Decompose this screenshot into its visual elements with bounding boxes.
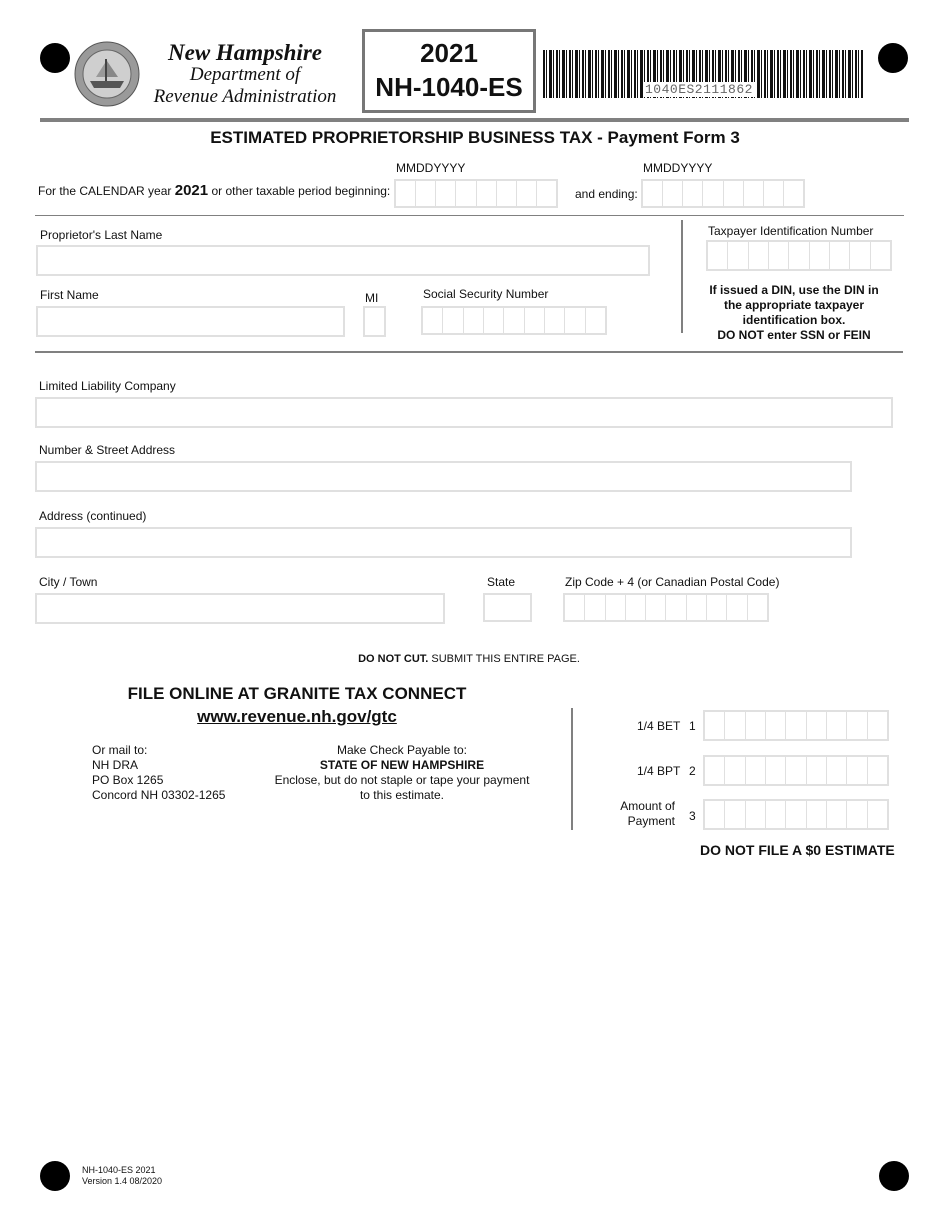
tin-label: Taxpayer Identification Number — [708, 224, 874, 238]
footer-info — [82, 1165, 162, 1187]
bet-amount-input[interactable] — [703, 710, 889, 741]
bpt-amount-input[interactable] — [703, 755, 889, 786]
registration-mark-top-left — [40, 43, 70, 73]
zip-label: Zip Code + 4 (or Canadian Postal Code) — [565, 575, 780, 589]
check-line-3: Enclose, but do not staple or tape your payment — [274, 773, 530, 787]
llc-label: Limited Liability Company — [39, 379, 176, 393]
last-name-input[interactable] — [36, 245, 650, 276]
barcode-number: 1040ES2111862 — [645, 82, 753, 97]
first-name-input[interactable] — [36, 306, 345, 337]
mi-label: MI — [365, 291, 379, 305]
bpt-label: 1/4 BPT — [637, 764, 681, 778]
state-input[interactable] — [483, 593, 532, 622]
check-line-4: to this estimate. — [359, 788, 445, 802]
ssn-input[interactable] — [421, 306, 607, 335]
bpt-line-number: 2 — [689, 764, 696, 778]
begin-date-format: MMDDYYYY — [396, 161, 466, 175]
end-date-label: and ending: — [575, 187, 638, 201]
din-note-line-1: If issued a DIN, use the DIN in — [709, 283, 879, 297]
registration-mark-bottom-right — [879, 1161, 909, 1191]
period-prefix: For the CALENDAR year — [38, 184, 172, 198]
end-date-input[interactable] — [641, 179, 805, 208]
agency-name — [140, 42, 350, 108]
period-label — [38, 182, 390, 199]
period-divider — [35, 215, 904, 216]
payment-label-line-2: Payment — [627, 814, 675, 828]
do-not-cut-notice — [0, 653, 938, 665]
form-year: 2021 — [420, 38, 478, 68]
registration-mark-top-right — [878, 43, 908, 73]
agency-line-1: New Hampshire — [168, 40, 322, 65]
din-note — [702, 283, 886, 343]
llc-input[interactable] — [35, 397, 893, 428]
state-seal-icon — [74, 41, 140, 107]
payment-label-line-1: Amount of — [620, 799, 675, 813]
zero-estimate-warning: DO NOT FILE A $0 ESTIMATE — [700, 842, 895, 858]
mail-line-2: NH DRA — [92, 758, 139, 772]
street-label: Number & Street Address — [39, 443, 176, 457]
footer-form: NH-1040-ES 2021 — [82, 1165, 156, 1175]
mail-address — [92, 743, 225, 803]
payment-divider — [571, 708, 573, 830]
address-continued-label: Address (continued) — [39, 509, 147, 523]
city-input[interactable] — [35, 593, 445, 624]
tin-divider — [681, 220, 683, 333]
file-online-heading: FILE ONLINE AT GRANITE TAX CONNECT — [127, 684, 467, 703]
address-continued-input[interactable] — [35, 527, 852, 558]
check-line-2: STATE OF NEW HAMPSHIRE — [319, 758, 485, 772]
payment-amount-label — [605, 799, 675, 829]
city-label: City / Town — [39, 575, 98, 589]
form-title: ESTIMATED PROPRIETORSHIP BUSINESS TAX - Payment Form 3 — [210, 128, 740, 147]
mail-line-3: PO Box 1265 — [92, 773, 164, 787]
agency-line-2: Department of — [189, 64, 301, 85]
form-number: NH-1040-ES — [375, 72, 523, 102]
ssn-label: Social Security Number — [423, 287, 549, 301]
do-not-cut-rest: SUBMIT THIS ENTIRE PAGE. — [431, 653, 580, 665]
begin-date-input[interactable] — [394, 179, 558, 208]
footer-version: Version 1.4 08/2020 — [82, 1176, 163, 1186]
payment-line-number: 3 — [689, 809, 696, 823]
last-name-label: Proprietor's Last Name — [40, 228, 163, 242]
do-not-cut-bold: DO NOT CUT. — [358, 653, 429, 665]
file-online-link[interactable]: www.revenue.nh.gov/gtc — [197, 707, 397, 726]
first-name-label: First Name — [40, 288, 99, 302]
bet-label: 1/4 BET — [637, 719, 681, 733]
mail-line-1: Or mail to: — [92, 743, 148, 757]
period-year: 2021 — [174, 182, 209, 199]
check-payable — [270, 743, 534, 803]
mi-input[interactable] — [363, 306, 386, 337]
din-note-line-2: the appropriate taxpayer — [723, 298, 865, 312]
mail-line-4: Concord NH 03302-1265 — [92, 788, 226, 802]
form-number-box — [362, 29, 536, 113]
end-date-format: MMDDYYYY — [643, 161, 713, 175]
zip-input[interactable] — [563, 593, 769, 622]
bet-line-number: 1 — [689, 719, 696, 733]
state-label: State — [487, 575, 516, 589]
proprietor-divider — [35, 351, 903, 353]
agency-line-3: Revenue Administration — [153, 86, 337, 107]
period-suffix: or other taxable period beginning: — [211, 184, 391, 198]
tin-input[interactable] — [706, 240, 892, 271]
street-input[interactable] — [35, 461, 852, 492]
din-note-line-3: identification box. — [742, 313, 846, 327]
check-line-1: Make Check Payable to: — [336, 743, 468, 757]
header-divider — [40, 118, 909, 122]
din-note-line-4: DO NOT enter SSN or FEIN — [717, 328, 871, 342]
payment-amount-input[interactable] — [703, 799, 889, 830]
registration-mark-bottom-left — [40, 1161, 70, 1191]
